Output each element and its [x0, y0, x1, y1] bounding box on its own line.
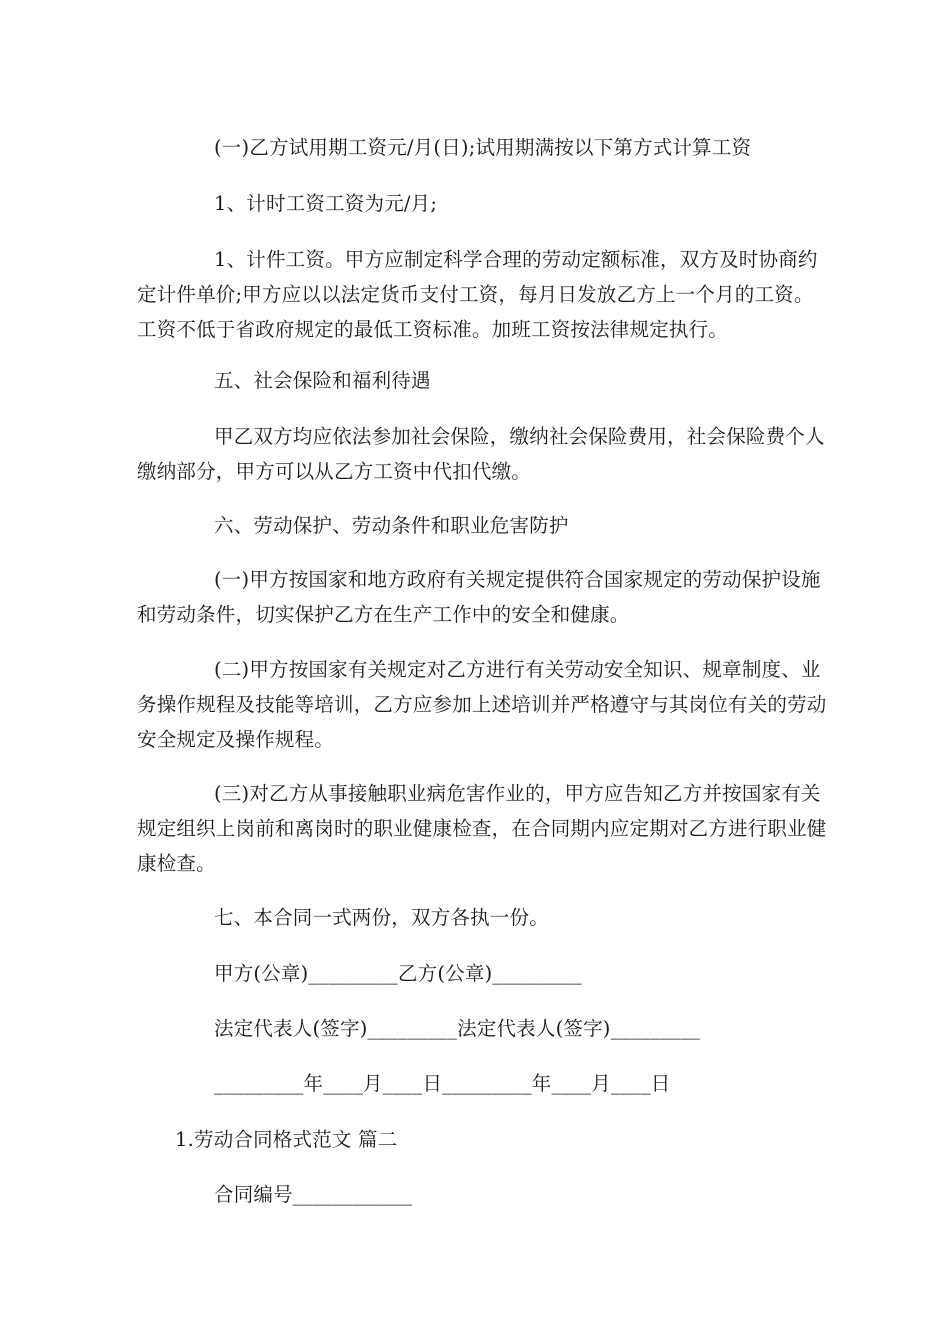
piece-wage-clause-line-3: 工资不低于省政府规定的最低工资标准。加班工资按法律规定执行。 — [137, 318, 729, 341]
labor-protection-clause-1-line-2: 和劳动条件，切实保护乙方在生产工作中的安全和健康。 — [137, 603, 630, 626]
probation-wage-clause: (一)乙方试用期工资元/月(日);试用期满按以下第方式计算工资 — [214, 136, 752, 159]
section-heading-copies: 七、本合同一式两份，双方各执一份。 — [214, 906, 549, 929]
piece-wage-clause-line-1: 1、计件工资。甲方应制定科学合理的劳动定额标准，双方及时协商约 — [214, 248, 818, 271]
labor-protection-clause-3-line-3: 康检查。 — [137, 852, 216, 875]
signature-representative-line: 法定代表人(签字)_________法定代表人(签字)_________ — [214, 1017, 701, 1040]
section-heading-labor-protection: 六、劳动保护、劳动条件和职业危害防护 — [214, 514, 569, 537]
contract-number-line: 合同编号____________ — [214, 1183, 413, 1206]
social-insurance-clause-line-1: 甲乙双方均应依法参加社会保险，缴纳社会保险费用，社会保险费个人 — [214, 425, 825, 448]
hourly-wage-clause: 1、计时工资工资为元/月; — [214, 192, 438, 215]
document-section-title: 1.劳动合同格式范文 篇二 — [175, 1128, 398, 1151]
labor-protection-clause-1-line-1: (一)甲方按国家和地方政府有关规定提供符合国家规定的劳动保护设施 — [214, 568, 821, 591]
piece-wage-clause-line-2: 定计件单价;甲方应以以法定货币支付工资，每月日发放乙方上一个月的工资。 — [137, 283, 814, 306]
section-heading-social-insurance: 五、社会保险和福利待遇 — [214, 369, 431, 392]
social-insurance-clause-line-2: 缴纳部分，甲方可以从乙方工资中代扣代缴。 — [137, 460, 532, 483]
signature-date-line: _________年____月____日_________年____月____日 — [214, 1072, 671, 1095]
labor-protection-clause-2-line-1: (二)甲方按国家有关规定对乙方进行有关劳动安全知识、规章制度、业 — [214, 658, 821, 681]
labor-protection-clause-3-line-2: 规定组织上岗前和离岗时的职业健康检查，在合同期内应定期对乙方进行职业健 — [137, 817, 827, 840]
signature-seal-line: 甲方(公章)_________乙方(公章)_________ — [214, 962, 582, 985]
labor-protection-clause-2-line-2: 务操作规程及技能等培训，乙方应参加上述培训并严格遵守与其岗位有关的劳动 — [137, 693, 827, 716]
labor-protection-clause-3-line-1: (三)对乙方从事接触职业病危害作业的，甲方应告知乙方并按国家有关 — [214, 782, 821, 805]
labor-protection-clause-2-line-3: 安全规定及操作规程。 — [137, 728, 335, 751]
